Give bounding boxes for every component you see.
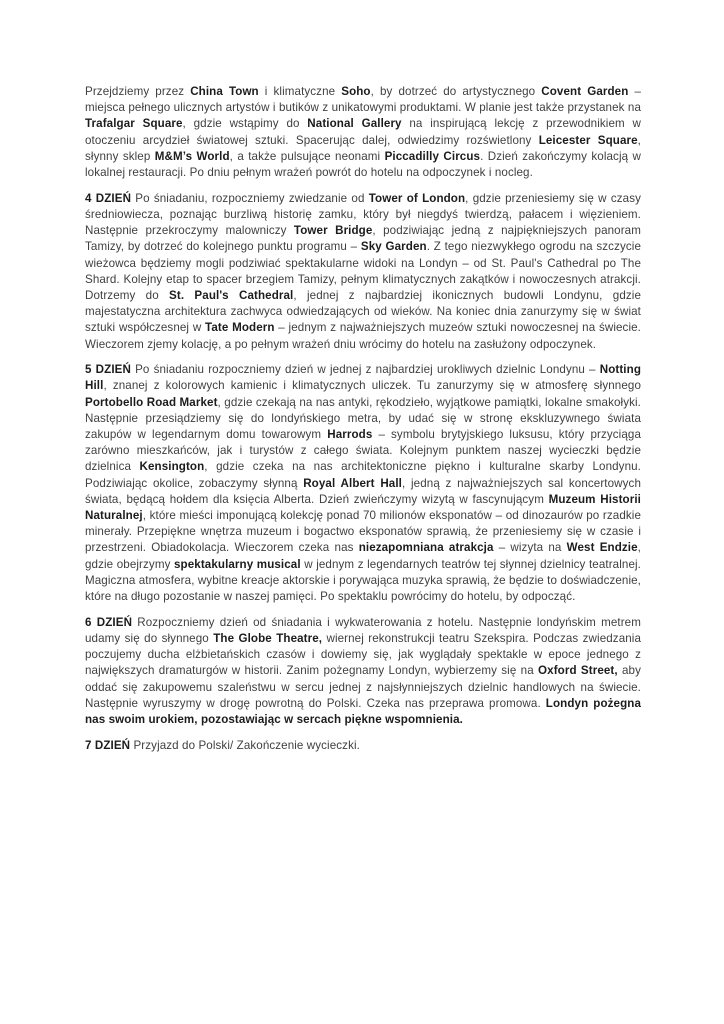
bold-text-run: Soho: [341, 85, 371, 98]
text-run: wiernej rekonstrukcji teatru Szekspira. Podczas zwiedzania poczujemy ducha elżbietańskich czasów i dowiemy się, jak wyglądały spektakle w epoce jednego z największych dramaturgów w historii. Zanim pożegnamy Londyn, wybierzemy się na: [85, 632, 642, 678]
text-run: Przyjazd do Polski/ Zakończenie wycieczki.: [130, 738, 360, 752]
text-run: , gdzie obejrzymy: [85, 541, 641, 571]
paragraph-4: [85, 615, 641, 728]
text-run: , które mieści imponującą kolekcję ponad 70 milionów eksponatów – od dinozaurów po rzadkie minerały. Przepiękne wnętrza muzeum i bogactwo eksponatów sprawią, że przeniesiemy się w czasie i przestrzeni. Obiadokolacja. Wieczorem czeka nas: [85, 509, 641, 555]
text-run: , znanej z kolorowych kamienic i klimatycznych uliczek. Tu zanurzymy się w atmosferę słynnego: [103, 379, 641, 393]
text-run: Przejdziemy przez: [85, 85, 191, 98]
bold-text-run: Muzeum Historii Naturalnej: [85, 492, 641, 523]
bold-text-run: Tate Modern: [205, 321, 275, 335]
text-run: , gdzie wstąpimy do: [182, 117, 308, 131]
text-run: . Dzień zakończymy kolacją w lokalnej restauracji. Po dniu pełnym wrażeń powrót do hotelu na odpoczynek i nocleg.: [85, 149, 642, 180]
bold-text-run: National Gallery: [307, 117, 402, 131]
text-run: – miejsca pełnego ulicznych artystów i butików z unikatowymi produktami. W planie jest także przystanek na: [85, 85, 642, 115]
bold-text-run: 6 DZIEŃ: [85, 615, 133, 629]
bold-text-run: 4 DZIEŃ: [85, 191, 132, 205]
text-run: , jednej z najbardziej ikonicznych budowli Londynu, gdzie majestatyczna architektura zachwyca odwiedzających od wieków. Na koniec dnia zanurzymy się w świat sztuki współczesnej w: [85, 288, 641, 335]
bold-text-run: St. Paul's Cathedral: [169, 288, 294, 302]
bold-text-run: Tower of London: [368, 191, 466, 205]
text-run: , podziwiając jedną z najpiękniejszych panoram Tamizy, by dotrzeć do kolejnego punktu programu –: [85, 224, 641, 254]
text-run: , gdzie czekają na nas antyki, rękodzieło, wyjątkowe pamiątki, lokalne smakołyki. Następnie przesiądziemy się do londyńskiego metra, by udać się w stronę ekskluzywnego świata zakupów w legendarnym domu towarowym: [85, 395, 641, 442]
bold-text-run: Londyn pożegna nas swoim urokiem, pozostawiając w sercach piękne wspomnienia.: [85, 696, 642, 727]
text-run: – jednym z najważniejszych muzeów sztuki nowoczesnej na świecie. Wieczorem zjemy kolację, a po pełnym wrażeń dniu wrócimy do hotelu na zasłużony odpoczynek.: [85, 321, 641, 351]
paragraph-1: [85, 84, 641, 181]
bold-text-run: Portobello Road Market: [85, 395, 218, 409]
bold-text-run: West Endzie: [566, 541, 638, 555]
paragraph-3: [85, 362, 641, 605]
bold-text-run: spektakularny musical: [174, 557, 301, 571]
bold-text-run: Leicester Square: [538, 133, 638, 147]
bold-text-run: M&M’s World: [154, 149, 230, 163]
bold-text-run: niezapomniana atrakcja: [358, 541, 494, 555]
text-run: Po śniadaniu, rozpoczniemy zwiedzanie od: [131, 191, 369, 205]
text-run: Po śniadaniu rozpoczniemy dzień w jednej z najbardziej urokliwych dzielnic Londynu –: [130, 363, 600, 377]
bold-text-run: Covent Garden: [541, 85, 629, 98]
text-run: Rozpoczniemy dzień od śniadania i wykwaterowania z hotelu. Następnie londyńskim metrem udamy się do słynnego: [85, 615, 641, 645]
text-run: . Z tego niezwykłego ogrodu na szczycie wieżowca będziemy mogli podziwiać spektakularne widoki na Londyn – od St. Paul's Cathedral po The Shard. Kolejny etap to spacer brzegiem Tamizy, pełnym klimatycznych zakątków i nowoczesnych atrakcji. Dotrzemy do: [85, 240, 641, 302]
paragraph-2: [85, 191, 641, 353]
text-run: aby oddać się zakupowemu szaleństwu w sercu jednej z najsłynniejszych dzielnic handlowych na świecie. Następnie wyruszymy w drogę powrotną do Polski. Czeka nas przeprawa promowa.: [85, 664, 641, 710]
bold-text-run: Notting Hill: [85, 363, 641, 393]
text-run: , gdzie czeka na nas architektoniczne piękno i kulturalne skarby Londynu. Podziwiając okolice, zobaczymy słynną: [85, 460, 641, 490]
bold-text-run: 7 DZIEŃ: [85, 738, 131, 752]
text-run: – wizyta na: [493, 541, 567, 555]
bold-text-run: Sky Garden: [360, 240, 427, 254]
text-run: i klimatyczne: [258, 85, 342, 98]
text-run: , jedną z najważniejszych sal koncertowych świata, będącą hołdem dla księcia Alberta. Dzień zwieńczymy wizytą w fascynującym: [85, 476, 641, 506]
bold-text-run: Piccadilly Circus: [384, 149, 481, 163]
paragraph-5: [85, 738, 641, 754]
bold-text-run: Harrods: [327, 428, 373, 442]
text-run: – symbolu brytyjskiego luksusu, który przyciąga zarówno mieszkańców, jak i turystów z całego świata. Kolejnym punktem naszej wycieczki będzie dzielnica: [85, 428, 641, 474]
bold-text-run: 5 DZIEŃ: [85, 363, 131, 377]
bold-text-run: China Town: [190, 85, 259, 98]
bold-text-run: Kensington: [139, 460, 205, 474]
text-run: , by dotrzeć do artystycznego: [370, 85, 542, 98]
text-run: , słynny sklep: [85, 133, 641, 163]
text-run: , gdzie przeniesiemy się w czasy średniowiecza, poznając burzliwą historię zamku, który był niegdyś twierdzą, pałacem i więzieniem. Następnie przekroczymy malowniczy: [85, 191, 641, 238]
bold-text-run: Tower Bridge: [293, 224, 373, 238]
bold-text-run: The Globe Theatre,: [213, 632, 323, 645]
bold-text-run: Trafalgar Square: [85, 117, 183, 131]
text-block: [85, 84, 641, 763]
text-run: na inspirującą lekcję z przewodnikiem w otoczeniu arcydzieł światowej sztuki. Spacerując dalej, odwiedzimy rozświetlony: [85, 117, 641, 147]
bold-text-run: Oxford Street,: [538, 664, 618, 678]
bold-text-run: Royal Albert Hall: [303, 476, 402, 490]
text-run: , a także pulsujące neonami: [229, 149, 385, 163]
text-run: w jednym z legendarnych teatrów tej słynnej dzielnicy teatralnej. Magiczna atmosfera, wybitne kreacje aktorskie i porywająca muzyka sprawią, że będzie to doświadczenie, które na długo pozostanie w naszej pamięci. Po spektaklu powrócimy do hotelu, by odpocząć.: [85, 557, 641, 604]
